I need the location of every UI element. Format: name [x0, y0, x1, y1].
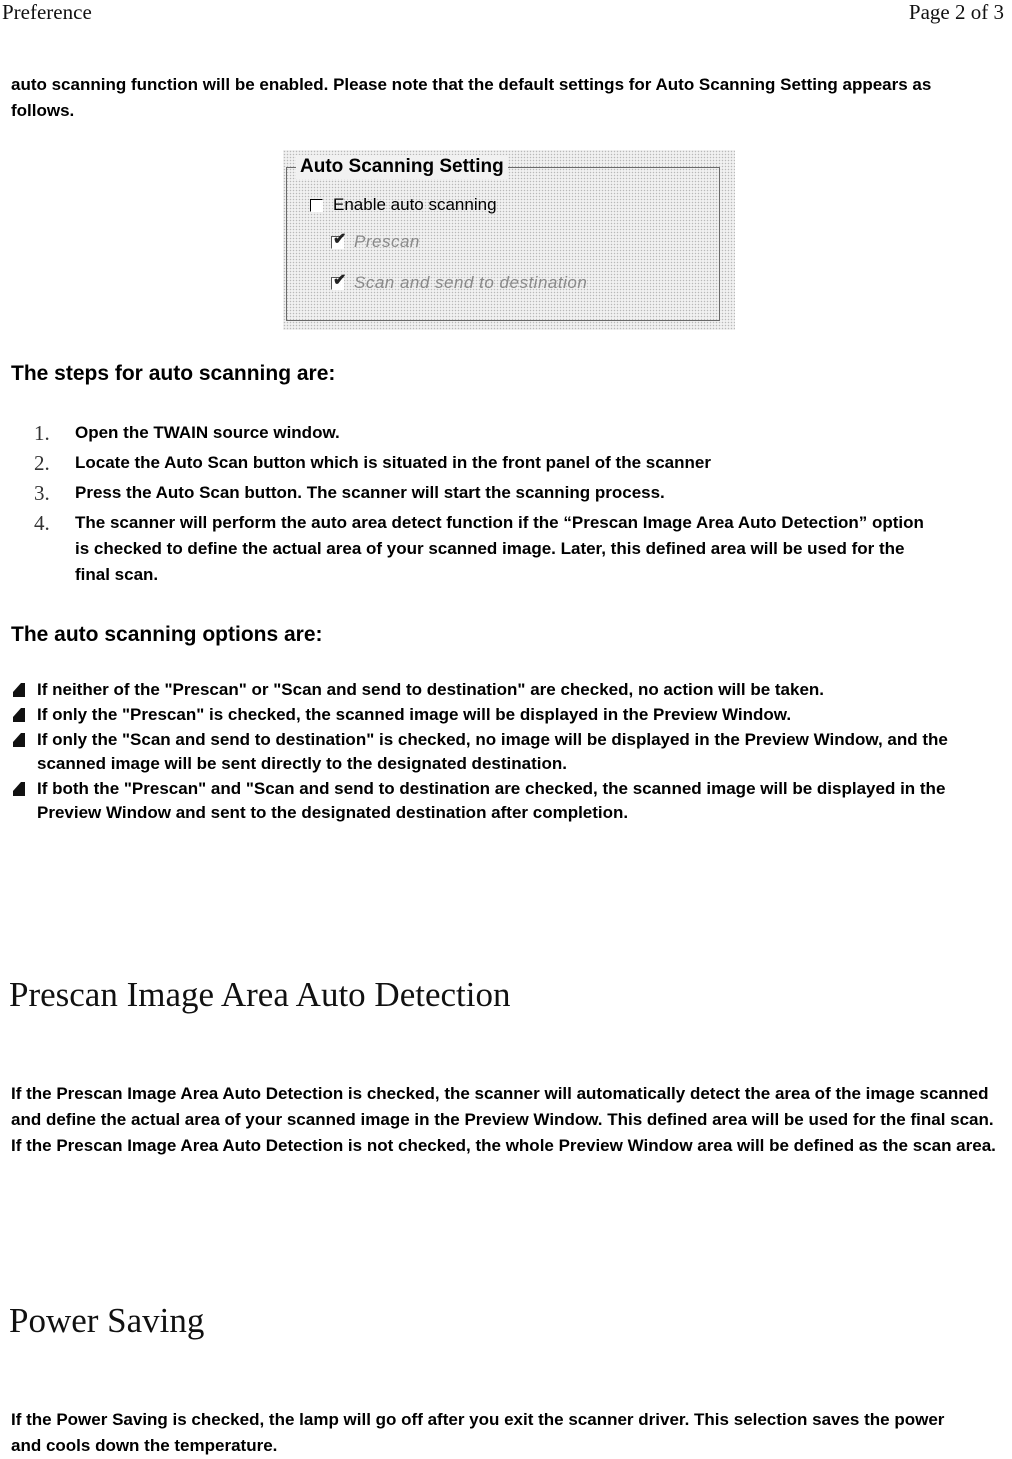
- list-item: [13, 728, 973, 776]
- list-item: [34, 480, 994, 506]
- section-title-power-saving: Power Saving: [9, 1301, 205, 1340]
- prescan-label: Prescan: [354, 232, 420, 251]
- enable-auto-scanning-checkbox[interactable]: [310, 199, 323, 212]
- prescan-detection-paragraph: If the Prescan Image Area Auto Detection is checked, the scanner will automatically detect the area of the image scanned and define the actual area of your scanned image in the Preview Window. This defined area will be used for the final scan. If the Prescan Image Area Auto Detection is not checked, the whole Preview Window area will be defined as the scan area.: [11, 1084, 996, 1155]
- scan-and-send-checkbox[interactable]: [331, 271, 347, 290]
- list-item: [34, 450, 994, 476]
- checkmark-icon: ✔: [333, 230, 347, 248]
- option-text: If only the "Prescan" is checked, the scanned image will be displayed in the Preview Window.: [37, 705, 792, 724]
- auto-scanning-setting-figure: [283, 150, 735, 330]
- step-text: Open the TWAIN source window.: [75, 423, 340, 442]
- bullet-icon: [13, 733, 25, 747]
- step-number: 2.: [34, 451, 50, 475]
- bullet-icon: [13, 782, 25, 796]
- step-text: Press the Auto Scan button. The scanner will start the scanning process.: [75, 483, 665, 502]
- power-saving-paragraph: If the Power Saving is checked, the lamp will go off after you exit the scanner driver. This selection saves the power and cools down the temperature.: [11, 1410, 945, 1455]
- prescan-option[interactable]: [331, 232, 420, 252]
- options-heading: The auto scanning options are:: [11, 623, 323, 646]
- page-header: [0, 0, 1012, 28]
- option-text: If neither of the "Prescan" or "Scan and send to destination" are checked, no action will be taken.: [37, 680, 825, 699]
- step-text: The scanner will perform the auto area detect function if the “Prescan Image Area Auto Detection” option is checked to define the actual area of your scanned image. Later, this defined area will be used for the final scan.: [75, 513, 924, 584]
- section-title-prescan-detection: Prescan Image Area Auto Detection: [9, 975, 511, 1014]
- list-item: [13, 703, 998, 727]
- list-item: [13, 777, 973, 825]
- step-number: 3.: [34, 481, 50, 505]
- bullet-icon: [13, 708, 25, 722]
- header-page-number: Page 2 of 3: [908, 0, 1004, 24]
- prescan-checkbox[interactable]: [331, 230, 347, 249]
- groupbox-title: Auto Scanning Setting: [296, 155, 508, 179]
- enable-auto-scanning-option[interactable]: [310, 195, 497, 215]
- list-item: [34, 510, 934, 588]
- enable-auto-scanning-label: Enable auto scanning: [333, 195, 497, 214]
- steps-heading: The steps for auto scanning are:: [11, 362, 336, 385]
- option-text: If both the "Prescan" and "Scan and send to destination are checked, the scanned image will be displayed in the Preview Window and sent to the designated destination after completion.: [37, 779, 946, 822]
- header-section-title: Preference: [2, 0, 92, 24]
- bullet-icon: [13, 683, 25, 697]
- intro-paragraph: auto scanning function will be enabled. Please note that the default settings for Auto Scanning Setting appears as follows.: [11, 75, 932, 120]
- step-number: 4.: [34, 511, 50, 535]
- list-item: [34, 420, 994, 446]
- checkmark-icon: ✔: [333, 271, 347, 289]
- option-text: If only the "Scan and send to destination" is checked, no image will be displayed in the Preview Window, and the scanned image will be sent directly to the designated destination.: [37, 730, 948, 773]
- list-item: [13, 678, 998, 702]
- scan-and-send-option[interactable]: [331, 273, 587, 293]
- step-text: Locate the Auto Scan button which is situated in the front panel of the scanner: [75, 453, 711, 472]
- step-number: 1.: [34, 421, 50, 445]
- scan-and-send-label: Scan and send to destination: [354, 273, 588, 292]
